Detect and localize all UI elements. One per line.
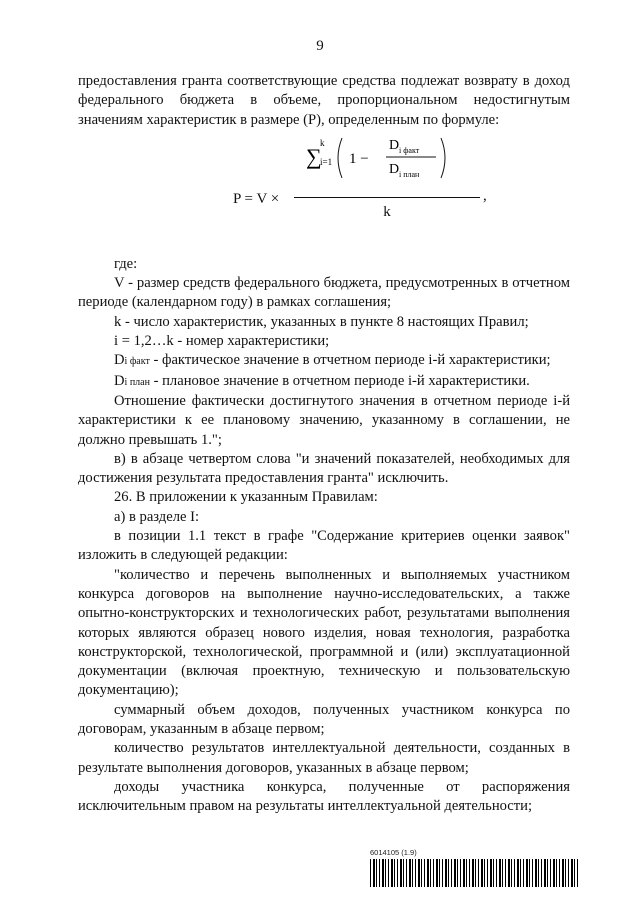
paragraph-quote-4: доходы участника конкурса, полученные от распоряжения исключительным правом на результаты интеллектуальной деятельности; <box>78 778 570 815</box>
paragraph-k-definition: k - число характеристик, указанных в пункте 8 настоящих Правил; <box>114 313 529 330</box>
sum-upper: k <box>320 137 325 148</box>
main-fraction-line <box>294 197 480 198</box>
left-paren <box>338 138 342 178</box>
right-paren <box>441 138 445 178</box>
paragraph-item-26: 26. В приложении к указанным Правилам: <box>114 489 378 506</box>
paragraph-quote-2: суммарный объем доходов, полученных участником конкурса по договорам, указанным в абзаце первом; <box>78 701 570 738</box>
barcode-bars <box>370 859 580 887</box>
d-plan-subscript: i план <box>399 169 420 179</box>
paragraph-i-definition: i = 1,2…k - номер характеристики; <box>114 333 330 350</box>
document-body <box>78 72 570 817</box>
one-minus: 1 − <box>349 150 369 167</box>
paragraph-quote-1: "количество и перечень выполненных и выполняемых участником конкурса договоров на выполнение научно-исследовательских, а также опытно-конструкторских и технологических работ, результатами выполнения которых являются образец нового изделия, новая технология, разработка конструкторской, технологической, программной и (или) эксплуатационной документации (включая проектную, техническую и пользовательскую документацию); <box>78 566 570 699</box>
sum-symbol: ∑ <box>306 143 322 169</box>
page-number: 9 <box>316 38 324 54</box>
paragraph-item-a: а) в разделе I: <box>114 508 200 525</box>
formula-lhs: P = V × <box>233 190 280 207</box>
d-plan-letter: D <box>389 161 400 177</box>
paragraph-intro: предоставления гранта соответствующие средства подлежат возврату в доход федерального бюджета в объеме, пропорциональном недостигнутым значениям характеристик в размере (P), определенным по формуле: <box>78 73 570 128</box>
paragraph-position-1-1: в позиции 1.1 текст в графе "Содержание критериев оценки заявок" изложить в следующей редакции: <box>78 528 570 564</box>
paragraph-where: где: <box>114 255 138 272</box>
formula-numerator <box>294 132 480 182</box>
document-barcode <box>370 848 580 887</box>
paragraph-dfact-definition: Di факт - фактическое значение в отчетном периоде i-й характеристики; <box>114 352 551 369</box>
paragraph-quote-3: количество результатов интеллектуальной деятельности, созданных в результате выполнения договоров, указанных в абзаце первом; <box>78 740 570 776</box>
d-fact-subscript: i факт <box>399 145 420 155</box>
paragraph-v-definition: V - размер средств федерального бюджета, предусмотренных в отчетном периоде (календарном году) в рамках соглашения; <box>78 275 570 311</box>
paragraph-dplan-definition: Di план - плановое значение в отчетном периоде i-й характеристики. <box>114 372 530 389</box>
barcode-number: 6014105 (1.9) <box>370 848 417 857</box>
formula-comma: , <box>483 187 487 204</box>
paragraph-item-v: в) в абзаце четвертом слова "и значений показателей, необходимых для достижения результата предоставления гранта" исключить. <box>78 450 570 487</box>
formula-denominator: k <box>383 203 391 220</box>
refund-formula <box>78 130 570 255</box>
paragraph-ratio: Отношение фактически достигнутого значения в отчетном периоде i-й характеристики к ее плановому значению, указанному в соглашении, не должно превышать 1."; <box>78 392 570 448</box>
d-fact-letter: D <box>389 137 400 153</box>
sum-lower: i=1 <box>320 156 333 167</box>
